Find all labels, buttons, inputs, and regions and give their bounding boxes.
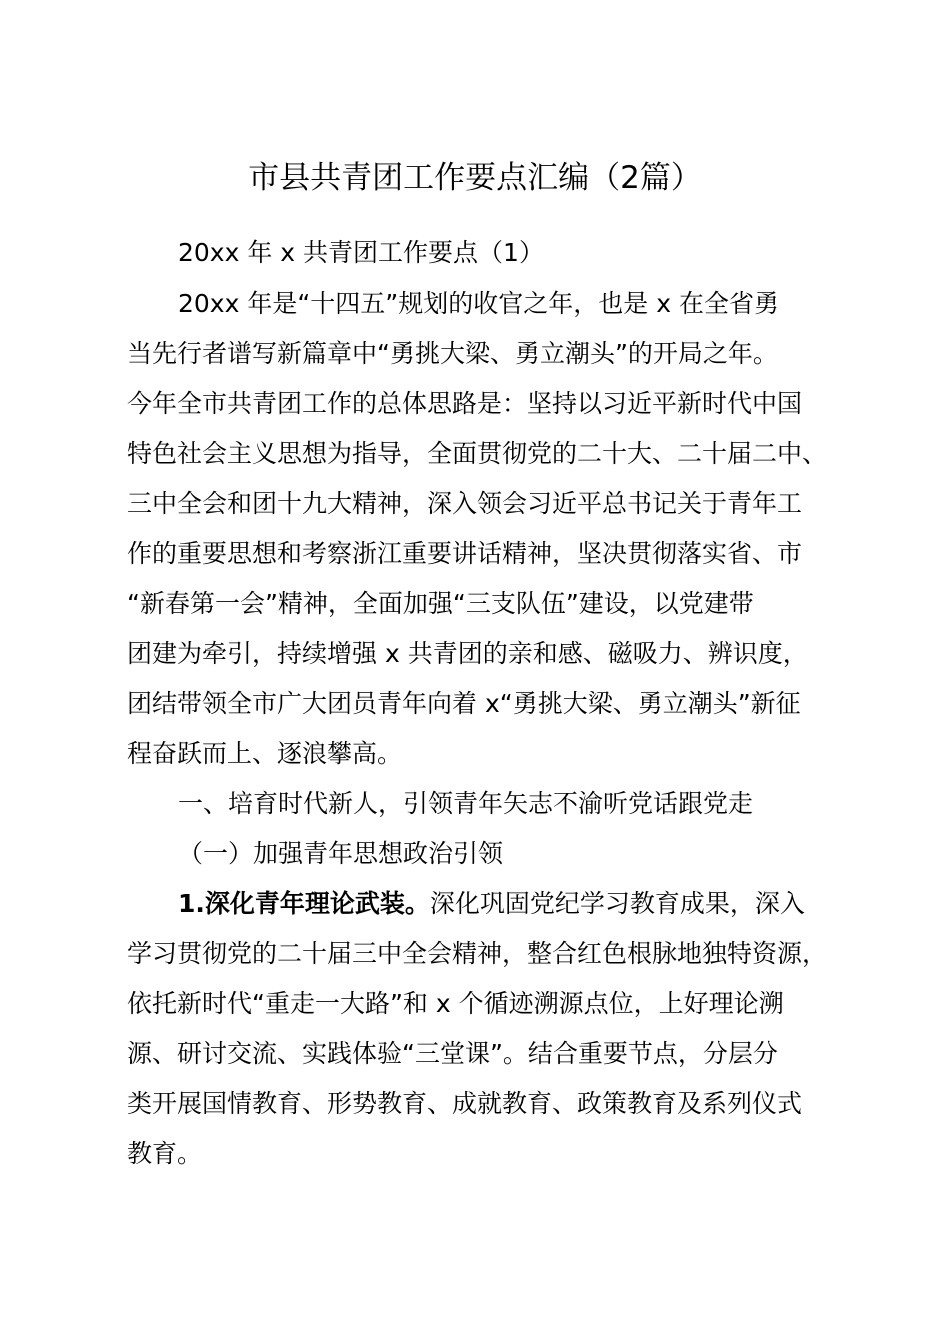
item-1-line: 学习贯彻党的二十届三中全会精神，整合红色根脉地独特资源， — [127, 939, 828, 968]
intro-line: 20xx 年是“十四五”规划的收官之年，也是 x 在全省勇 — [178, 289, 779, 318]
intro-line: 作的重要思想和考察浙江重要讲话精神，坚决贯彻落实省、市 — [127, 539, 803, 568]
intro-line: 当先行者谱写新篇章中“勇挑大梁、勇立潮头”的开局之年。 — [127, 339, 778, 368]
intro-line: 程奋跃而上、逐浪攀高。 — [127, 739, 403, 768]
item-1-line: 依托新时代“重走一大路”和 x 个循迹溯源点位，上好理论溯 — [127, 989, 784, 1018]
item-1-line: 类开展国情教育、形势教育、成就教育、政策教育及系列仪式 — [127, 1089, 803, 1118]
item-1-line: 源、研讨交流、实践体验“三堂课”。结合重要节点，分层分 — [127, 1039, 778, 1068]
item-1-first-line — [178, 887, 805, 921]
intro-line: 今年全市共青团工作的总体思路是：坚持以习近平新时代中国 — [127, 389, 803, 418]
item-1-title: 1.深化青年理论武装。 — [178, 889, 430, 918]
intro-line: 团结带领全市广大团员青年向着 x“勇挑大梁、勇立潮头”新征 — [127, 689, 801, 718]
subsection-heading: （一）加强青年思想政治引领 — [178, 839, 504, 868]
section-heading: 一、培育时代新人，引领青年矢志不渝听党话跟党走 — [178, 789, 754, 818]
document-title: 市县共青团工作要点汇编（2篇） — [248, 160, 702, 196]
item-1-line: 教育。 — [127, 1139, 203, 1168]
document-subtitle: 20xx 年 x 共青团工作要点（1） — [178, 238, 544, 267]
intro-line: “新春第一会”精神，全面加强“三支队伍”建设，以党建带 — [127, 589, 754, 618]
intro-line: 三中全会和团十九大精神，深入领会习近平总书记关于青年工 — [127, 489, 803, 518]
item-1-text: 深化巩固党纪学习教育成果，深入 — [429, 889, 805, 918]
intro-line: 团建为牵引，持续增强 x 共青团的亲和感、磁吸力、辨识度， — [127, 639, 808, 668]
intro-line: 特色社会主义思想为指导，全面贯彻党的二十大、二十届二中、 — [127, 439, 828, 468]
